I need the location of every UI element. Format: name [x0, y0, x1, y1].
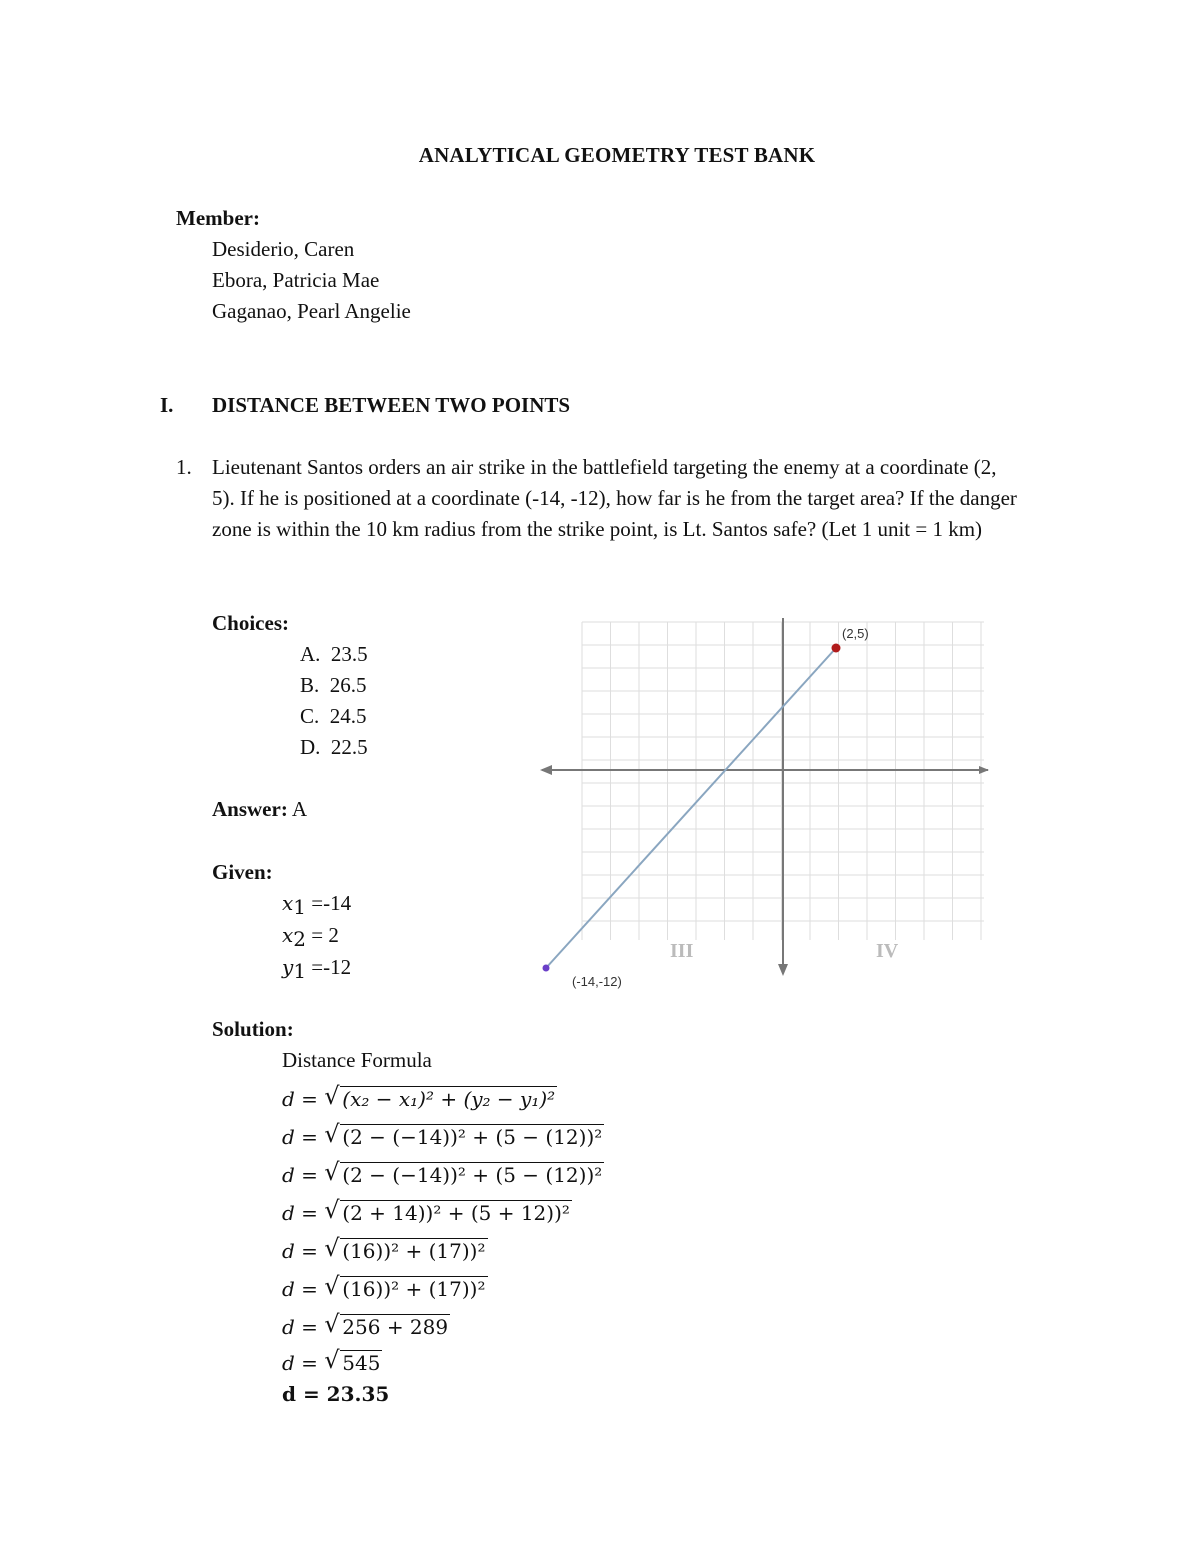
member-name: Ebora, Patricia Mae [212, 268, 380, 292]
formula-name: Distance Formula [282, 1048, 432, 1072]
solution-step: d = √ (2 + 14))² + (5 + 12))² [282, 1196, 570, 1225]
solution-step: d = √ (2 − (−14))² + (5 − (12))² [282, 1120, 603, 1149]
choices-label: Choices: [212, 611, 289, 635]
quadrant-4-label: IV [876, 940, 899, 962]
choice-c: C. 24.5 [300, 704, 367, 728]
member-name: Gaganao, Pearl Angelie [212, 299, 411, 323]
members-label: Member: [176, 206, 260, 230]
solution-step: d = √ (16))² + (17))² [282, 1272, 486, 1301]
y-axis-arrow-down [778, 964, 788, 976]
given-label: Given: [212, 860, 273, 884]
section-number: I. [160, 393, 174, 417]
given-y1: $y_1 =-12$ [282, 955, 352, 983]
choice-b: B. 26.5 [300, 673, 367, 697]
question-number: 1. [176, 455, 192, 479]
point-a-label: (2,5) [842, 626, 869, 641]
answer-line: Answer: A [212, 797, 308, 821]
given-x2: $x_2 = 2$ [282, 923, 339, 951]
x-axis-arrow-right [979, 766, 989, 774]
choice-a: A. 23.5 [300, 642, 368, 666]
given-x1: $x_1 =-14$ [282, 891, 352, 919]
question-text: Lieutenant Santos orders an air strike in the battlefield targeting the enemy at a coordinate (2, 5). If he is positioned at a coordinate (-14, -12), how far is he from the target area? If the danger zone is within the 10 km radius from the strike point, is Lt. Santos safe? (Let 1 unit = 1 km) [212, 455, 1017, 541]
solution-step: d = √ (2 − (−14))² + (5 − (12))² [282, 1158, 603, 1187]
point-b-label: (-14,-12) [572, 974, 622, 989]
solution-label: Solution: [212, 1017, 294, 1041]
document-title: ANALYTICAL GEOMETRY TEST BANK [418, 143, 816, 167]
x-axis-arrow-left [540, 765, 552, 775]
coordinate-graph [538, 614, 990, 994]
final-answer: d = 23.35 [282, 1382, 390, 1406]
solution-step: d = √ (16))² + (17))² [282, 1234, 486, 1263]
member-name: Desiderio, Caren [212, 237, 355, 261]
section-heading: DISTANCE BETWEEN TWO POINTS [212, 393, 571, 417]
segment-line [546, 648, 836, 968]
solution-step: d = √ (x₂ − x₁)² + (y₂ − y₁)² [282, 1082, 556, 1111]
choice-d: D. 22.5 [300, 735, 368, 759]
point-a-marker [832, 644, 841, 653]
solution-step: d = √ 256 + 289 [282, 1310, 449, 1339]
solution-step: d = √ 545 [282, 1346, 381, 1375]
quadrant-3-label: III [670, 940, 694, 962]
point-b-marker [543, 965, 550, 972]
